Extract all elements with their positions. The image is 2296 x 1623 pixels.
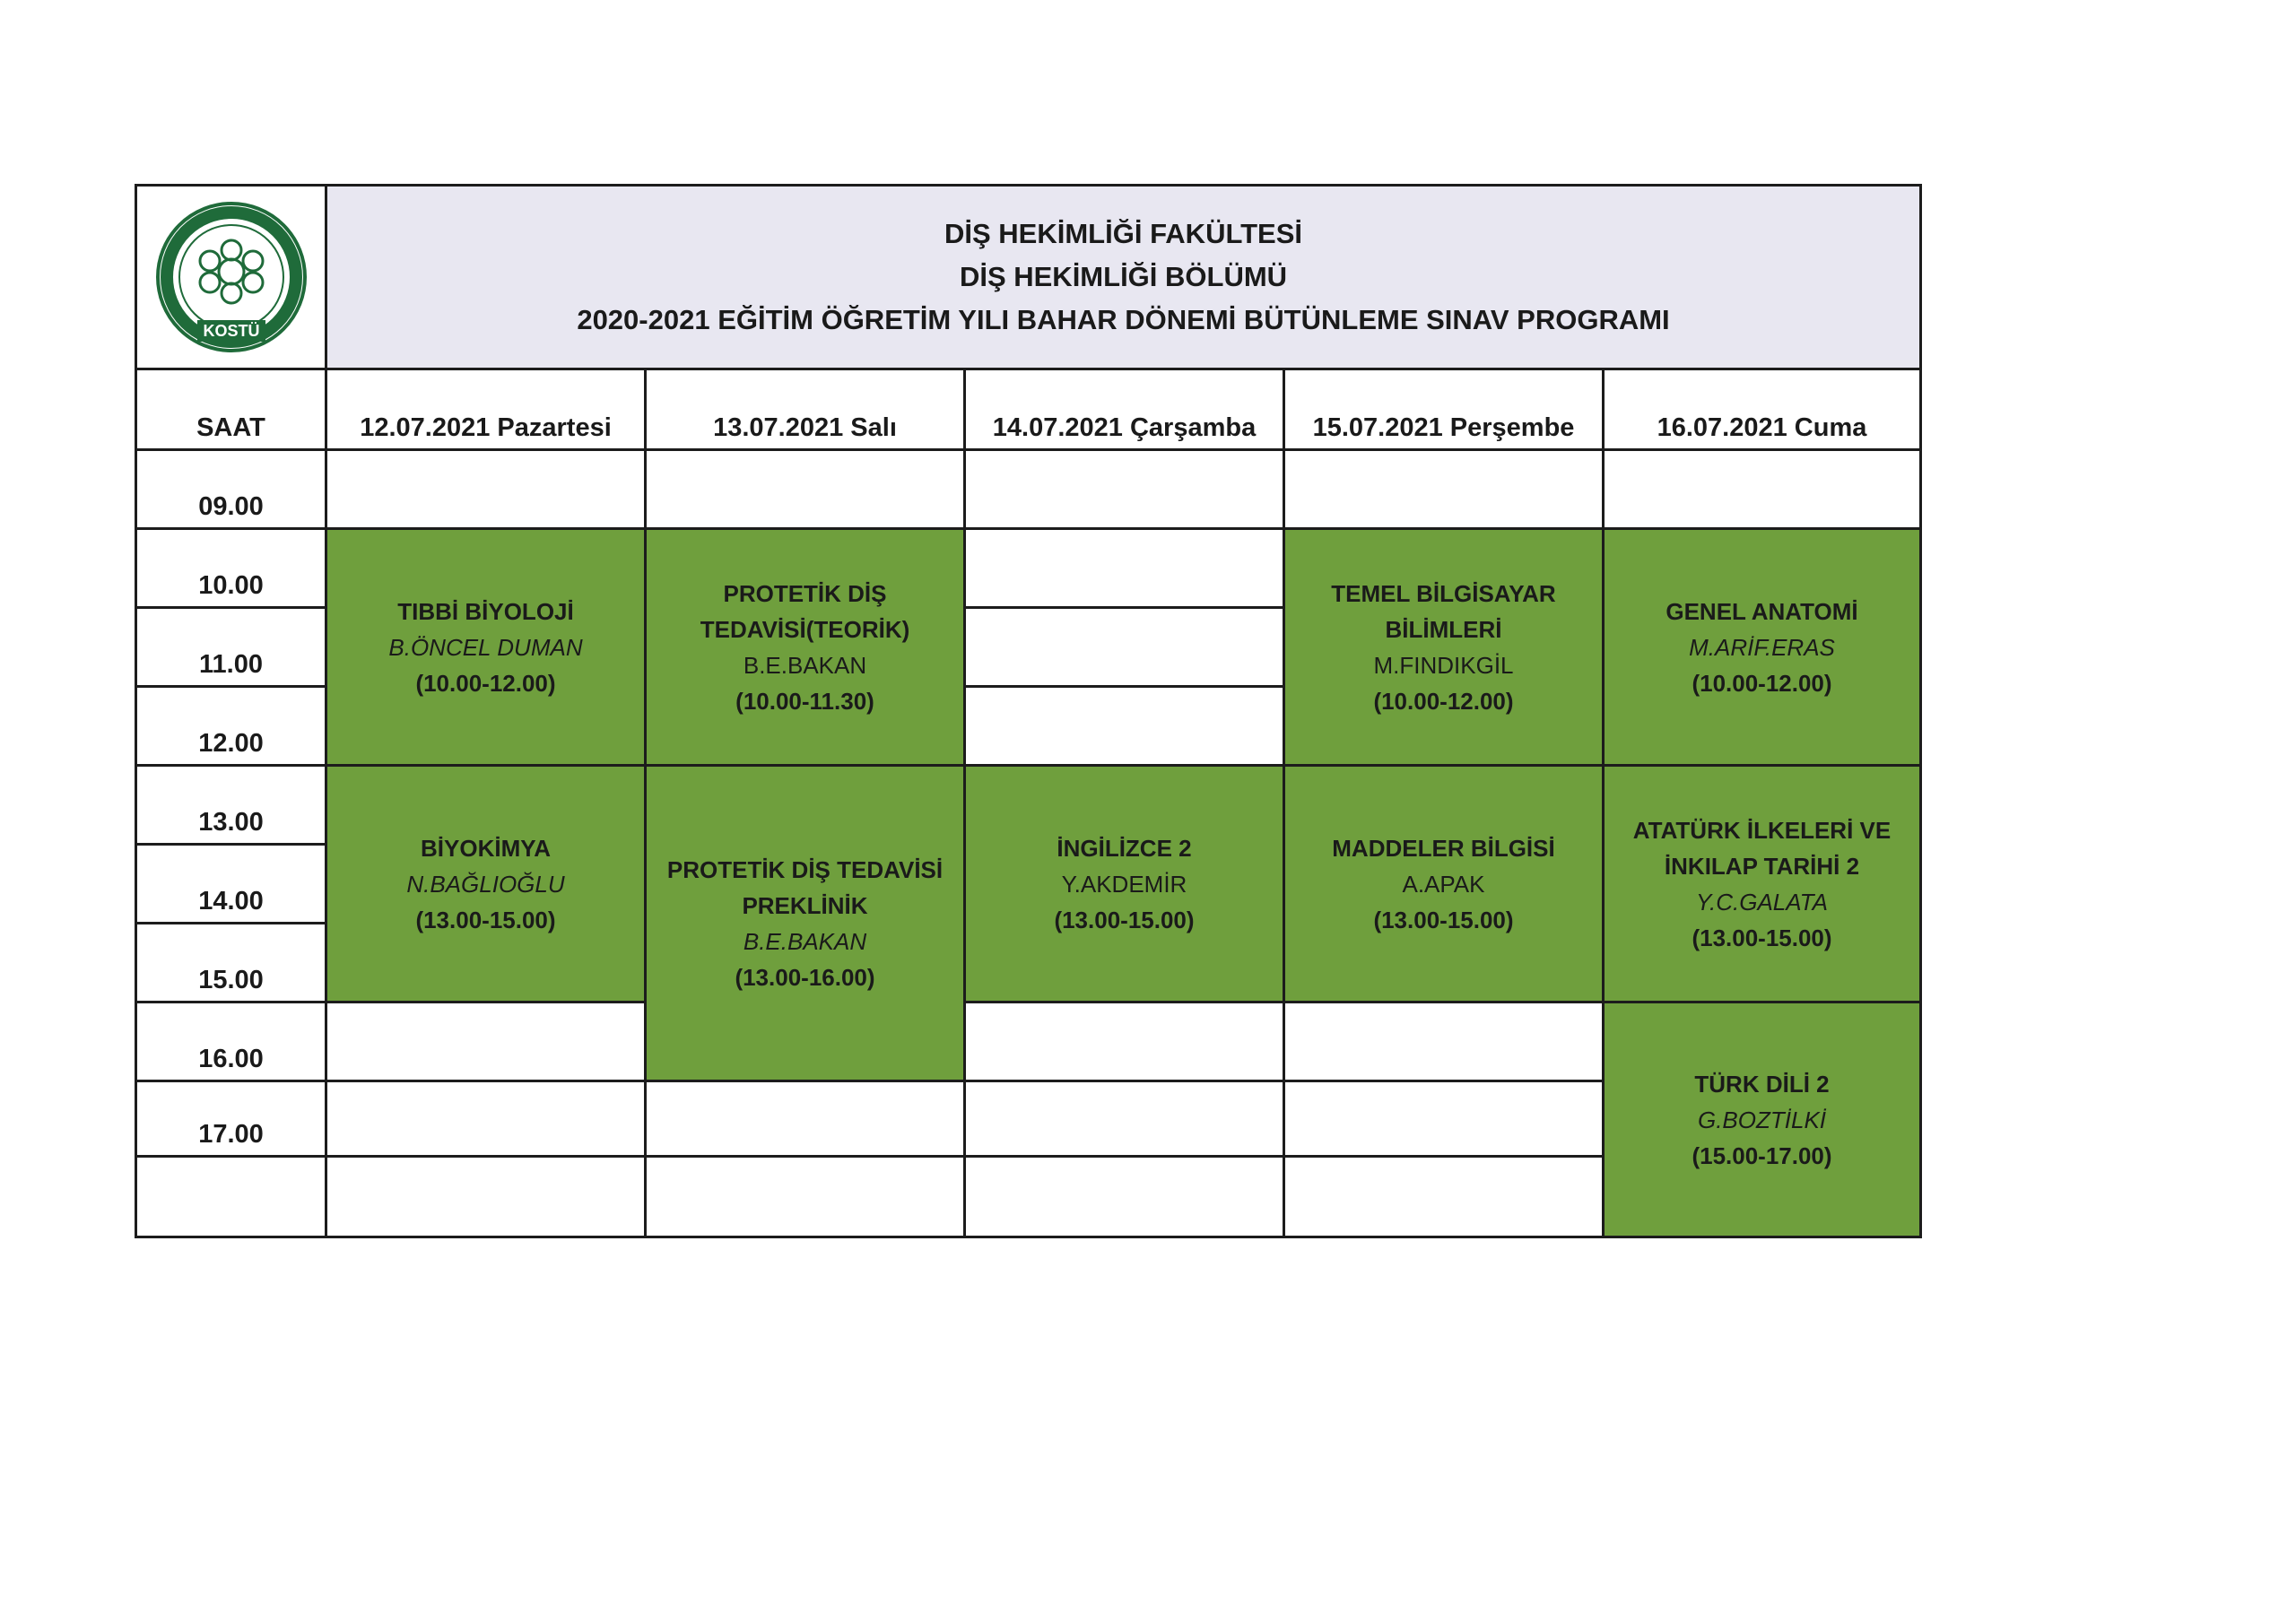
time-column-header: SAAT [136, 369, 326, 450]
empty-slot [326, 1002, 646, 1081]
exam-course: PROTETİK DİŞ TEDAVİSİ PREKLİNİK [666, 855, 944, 919]
empty-slot [326, 450, 646, 529]
time-row [136, 450, 1921, 529]
day-header-monday: 12.07.2021 Pazartesi [326, 369, 646, 450]
exam-time: (13.00-15.00) [1373, 906, 1514, 933]
exam-time: (13.00-16.00) [735, 963, 875, 991]
program-title: 2020-2021 EĞİTİM ÖĞRETİM YILI BAHAR DÖNEMİ BÜTÜNLEME SINAV PROGRAMI [577, 304, 1670, 335]
empty-slot [326, 1081, 646, 1157]
exam-instructor: G.BOZTİLKİ [1697, 1106, 1827, 1133]
exam-course: TÜRK DİLİ 2 [1694, 1070, 1830, 1098]
empty-slot [326, 1157, 646, 1237]
empty-slot [965, 608, 1284, 687]
exam-instructor: B.ÖNCEL DUMAN [388, 633, 583, 661]
exam-block-ataturk-ilkeleri [1604, 766, 1921, 1002]
empty-slot [1284, 1081, 1604, 1157]
empty-slot [136, 1157, 326, 1237]
exam-time: (13.00-15.00) [415, 906, 556, 933]
time-row [136, 766, 1921, 845]
exam-block-genel-anatomi [1604, 529, 1921, 766]
time-label: 09.00 [136, 450, 326, 529]
empty-slot [1284, 1157, 1604, 1237]
exam-instructor: M.ARİF.ERAS [1689, 633, 1835, 661]
exam-instructor: M.FINDIKGİL [1373, 651, 1514, 679]
empty-slot [646, 1157, 965, 1237]
time-label: 12.00 [136, 687, 326, 766]
empty-slot [965, 1002, 1284, 1081]
exam-block-temel-bilgisayar [1284, 529, 1604, 766]
exam-time: (13.00-15.00) [1054, 906, 1195, 933]
empty-slot [965, 687, 1284, 766]
day-header-friday: 16.07.2021 Cuma [1604, 369, 1921, 450]
exam-time: (10.00-11.30) [735, 687, 874, 715]
exam-block-ingilizce [965, 766, 1284, 1002]
logo-text: KOSTÜ [203, 322, 259, 340]
exam-course: BİYOKİMYA [421, 834, 551, 862]
exam-block-biyokimya [326, 766, 646, 1002]
time-row [136, 1002, 1921, 1081]
exam-course: PROTETİK DİŞ TEDAVİSİ(TEORİK) [700, 579, 910, 643]
time-label: 16.00 [136, 1002, 326, 1081]
exam-time: (13.00-15.00) [1692, 924, 1832, 951]
department-title: DİŞ HEKİMLİĞİ BÖLÜMÜ [959, 261, 1288, 292]
time-label: 10.00 [136, 529, 326, 608]
empty-slot [965, 450, 1284, 529]
exam-block-turk-dili [1604, 1002, 1921, 1237]
empty-slot [965, 529, 1284, 608]
time-label: 11.00 [136, 608, 326, 687]
exam-course: TIBBİ BİYOLOJİ [397, 597, 574, 625]
exam-course: ATATÜRK İLKELERİ VE İNKILAP TARİHİ 2 [1632, 816, 1892, 880]
header-row [136, 369, 1921, 450]
exam-time: (10.00-12.00) [415, 669, 556, 697]
exam-instructor: Y.C.GALATA [1696, 888, 1828, 916]
exam-block-maddeler-bilgisi [1284, 766, 1604, 1002]
time-label: 13.00 [136, 766, 326, 845]
empty-slot [646, 450, 965, 529]
exam-time: (10.00-12.00) [1373, 687, 1514, 715]
exam-block-protetik-preklinik [646, 766, 965, 1081]
exam-instructor: B.E.BAKAN [743, 927, 867, 955]
exam-time: (15.00-17.00) [1692, 1141, 1832, 1169]
time-row [136, 529, 1921, 608]
title-block [326, 186, 1921, 369]
empty-slot [646, 1081, 965, 1157]
exam-course: İNGİLİZCE 2 [1057, 834, 1192, 862]
exam-course: GENEL ANATOMİ [1665, 597, 1858, 625]
empty-slot [1284, 1002, 1604, 1081]
university-logo [154, 200, 309, 354]
exam-block-tibbi-biyoloji [326, 529, 646, 766]
faculty-title: DİŞ HEKİMLİĞİ FAKÜLTESİ [944, 218, 1302, 249]
empty-slot [965, 1081, 1284, 1157]
exam-instructor: Y.AKDEMİR [1061, 870, 1187, 898]
logo-cell [136, 186, 326, 369]
exam-instructor: A.APAK [1402, 870, 1485, 898]
time-label: 15.00 [136, 924, 326, 1002]
exam-instructor: B.E.BAKAN [743, 651, 867, 679]
exam-instructor: N.BAĞLIOĞLU [406, 870, 565, 898]
exam-block-protetik-teorik [646, 529, 965, 766]
exam-course: TEMEL BİLGİSAYAR BİLİMLERİ [1331, 579, 1556, 643]
exam-course: MADDELER BİLGİSİ [1332, 834, 1555, 862]
empty-slot [965, 1157, 1284, 1237]
exam-time: (10.00-12.00) [1692, 669, 1832, 697]
time-label: 14.00 [136, 845, 326, 924]
day-header-tuesday: 13.07.2021 Salı [646, 369, 965, 450]
title-row [136, 186, 1921, 369]
day-header-wednesday: 14.07.2021 Çarşamba [965, 369, 1284, 450]
empty-slot [1604, 450, 1921, 529]
day-header-thursday: 15.07.2021 Perşembe [1284, 369, 1604, 450]
empty-slot [1284, 450, 1604, 529]
time-label: 17.00 [136, 1081, 326, 1157]
exam-schedule-table [135, 184, 1922, 1238]
